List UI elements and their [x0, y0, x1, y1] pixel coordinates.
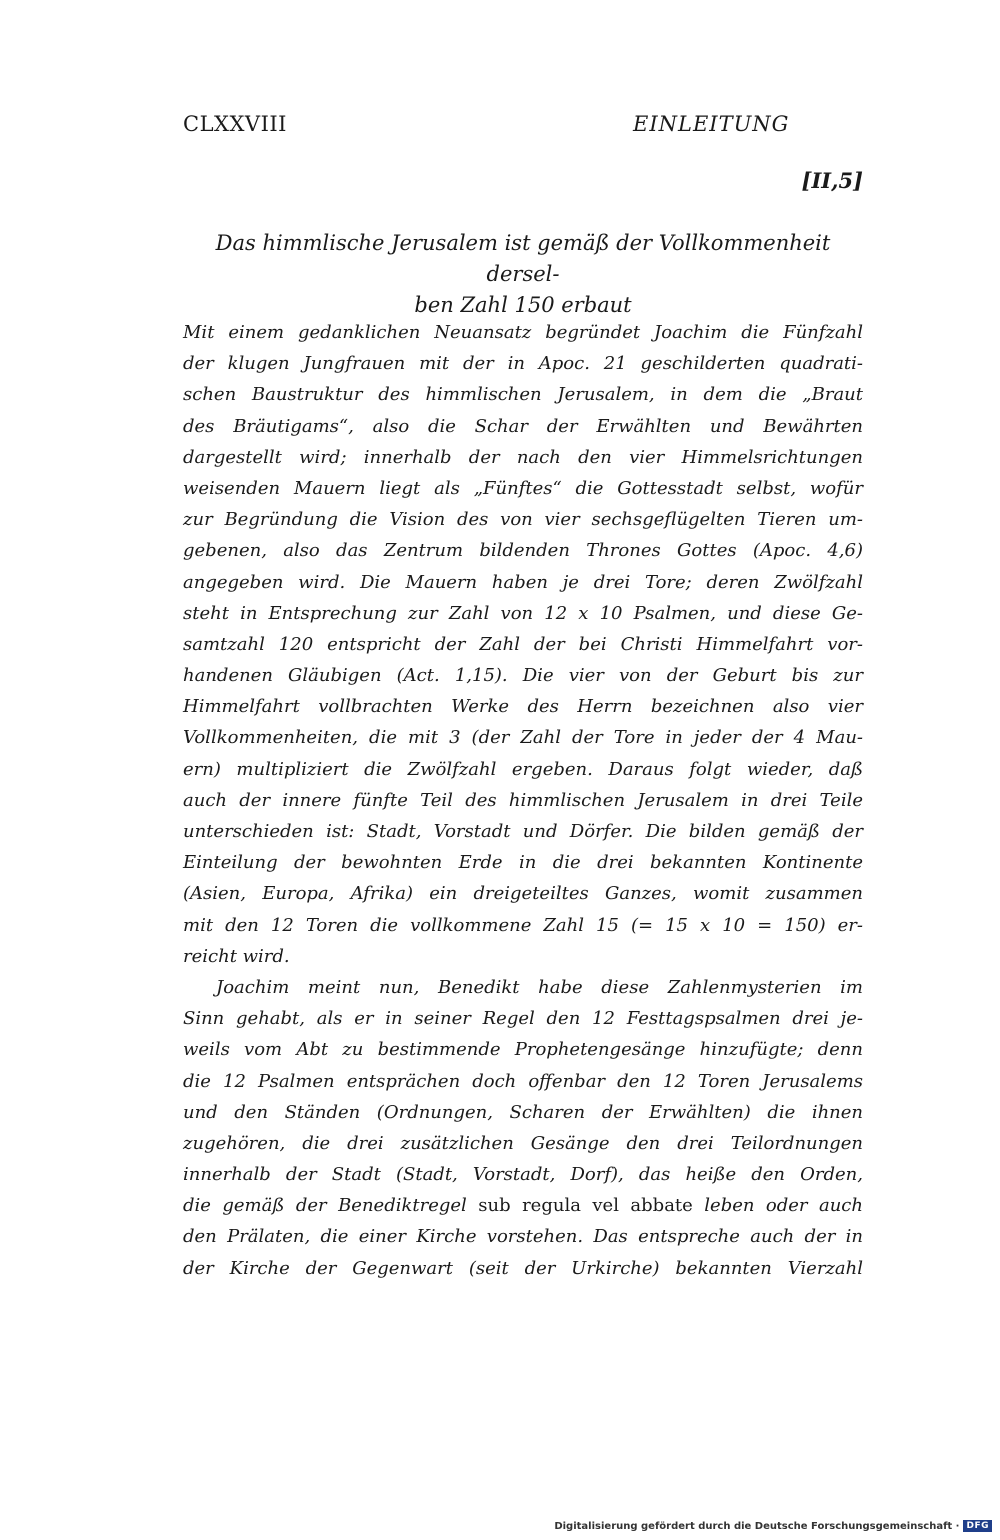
chapter-title	[183, 228, 863, 321]
paragraph-first-line: Joachim meint nun, Benedikt habe diese Zahlenmysterien im	[216, 976, 863, 998]
text-line: Himmelfahrt vollbrachten Werke des Herrn bezeichnen also vier	[183, 696, 863, 718]
text-line: der Kirche der Gegenwart (seit der Urkirche) bekannten Vierzahl	[183, 1257, 863, 1279]
chapter-title-line: Das himmlische Jerusalem ist gemäß der Vollkommenheit dersel-	[215, 231, 831, 286]
text-line: angegeben wird. Die Mauern haben je drei Tore; deren Zwölfzahl	[183, 571, 863, 593]
section-reference: [II,5]	[801, 168, 863, 193]
text-line: steht in Entsprechung zur Zahl von 12 x 10 Psalmen, und diese Ge-	[183, 602, 863, 624]
text-segment: die gemäß der Benediktregel	[183, 1195, 479, 1217]
running-head	[183, 112, 863, 144]
text-line: (Asien, Europa, Afrika) ein dreigeteiltes Ganzes, womit zusammen	[183, 883, 863, 905]
text-line: samtzahl 120 entspricht der Zahl der bei Christi Himmelfahrt vor-	[183, 633, 863, 655]
text-segment: leben oder auch	[692, 1195, 863, 1217]
text-line	[183, 1190, 863, 1221]
text-line: Sinn gehabt, als er in seiner Regel den 12 Festtagspsalmen drei je-	[183, 1008, 863, 1030]
text-line: gebenen, also das Zentrum bildenden Thrones Gottes (Apoc. 4,6)	[183, 540, 863, 562]
text-line: auch der innere fünfte Teil des himmlischen Jerusalem in drei Teile	[183, 789, 863, 811]
text-line: ern) multipliziert die Zwölfzahl ergeben. Daraus folgt wieder, daß	[183, 758, 863, 780]
latin-quote: sub regula vel abbate	[478, 1195, 693, 1217]
text-line: schen Baustruktur des himmlischen Jerusalem, in dem die „Braut	[183, 384, 863, 406]
text-line: den Prälaten, die einer Kirche vorstehen. Das entspreche auch der in	[183, 1226, 863, 1248]
digitization-footer	[554, 1520, 992, 1532]
body-text	[183, 317, 863, 1284]
page-number: CLXXVIII	[183, 112, 287, 136]
text-line: Mit einem gedanklichen Neuansatz begründet Joachim die Fünfzahl	[183, 322, 863, 343]
text-line: zugehören, die drei zusätzlichen Gesänge den drei Teilordnungen	[183, 1132, 863, 1154]
running-section-title: EINLEITUNG	[633, 112, 790, 136]
chapter-title-line: ben Zahl 150 erbaut	[414, 293, 632, 317]
text-line: zur Begründung die Vision des von vier sechsgeflügelten Tieren um-	[183, 509, 863, 531]
text-line: Einteilung der bewohnten Erde in die drei bekannten Kontinente	[183, 852, 863, 874]
text-line: dargestellt wird; innerhalb der nach den vier Himmelsrichtungen	[183, 446, 863, 468]
text-line: unterschieden ist: Stadt, Vorstadt und Dörfer. Die bilden gemäß der	[183, 821, 863, 842]
footer-text: Digitalisierung gefördert durch die Deutsche Forschungsgemeinschaft ·	[554, 1520, 960, 1532]
text-line: weisenden Mauern liegt als „Fünftes“ die Gottesstadt selbst, wofür	[183, 477, 863, 499]
text-line: Vollkommenheiten, die mit 3 (der Zahl der Tore in jeder der 4 Mau-	[183, 727, 863, 749]
text-line: weils vom Abt zu bestimmende Prophetengesänge hinzufügte; denn	[183, 1039, 863, 1061]
text-line: innerhalb der Stadt (Stadt, Vorstadt, Dorf), das heiße den Orden,	[183, 1164, 863, 1186]
text-line: der klugen Jungfrauen mit der in Apoc. 21 geschilderten quadrati-	[183, 353, 863, 375]
text-line: mit den 12 Toren die vollkommene Zahl 15 (= 15 x 10 = 150) er-	[183, 914, 863, 936]
text-line: die 12 Psalmen entsprächen doch offenbar den 12 Toren Jerusalems	[183, 1070, 863, 1092]
text-line: reicht wird.	[183, 945, 290, 967]
text-line: und den Ständen (Ordnungen, Scharen der Erwählten) die ihnen	[183, 1101, 863, 1123]
dfg-logo: DFG	[963, 1520, 992, 1532]
text-line: des Bräutigams“, also die Schar der Erwählten und Bewährten	[183, 415, 863, 437]
text-line: handenen Gläubigen (Act. 1,15). Die vier von der Geburt bis zur	[183, 665, 863, 687]
